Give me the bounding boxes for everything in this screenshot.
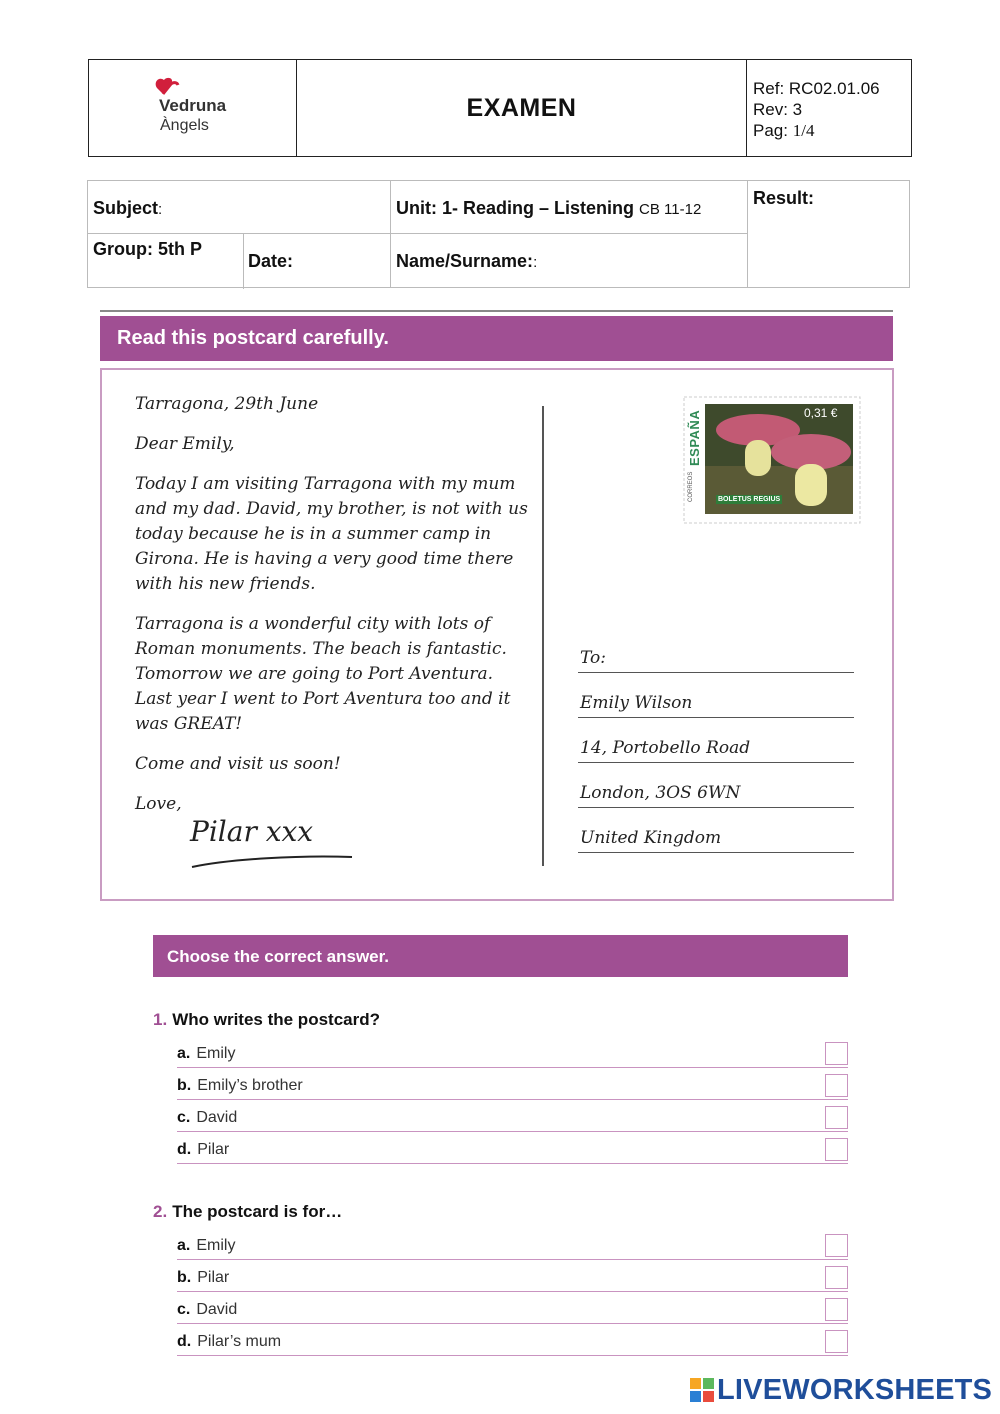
logo-cell <box>89 60 297 156</box>
question-text: The postcard is for… <box>172 1202 343 1221</box>
address-to-line: To: <box>578 648 854 673</box>
subject-field[interactable]: Subject: <box>93 198 163 218</box>
answer-option[interactable]: d. Pilar’s mum <box>177 1328 848 1356</box>
answer-option[interactable]: c. David <box>177 1296 848 1324</box>
letter-place-date: Tarragona, 29th June <box>135 394 319 414</box>
date-field[interactable] <box>248 251 293 272</box>
liveworksheets-brand[interactable] <box>690 1374 992 1407</box>
result-label: Result: <box>753 188 815 208</box>
question-2 <box>153 1202 342 1222</box>
answer-option[interactable]: d. Pilar <box>177 1136 848 1164</box>
group-label: Group: 5th P <box>93 239 202 259</box>
letter-paragraph-1: Today I am visiting Tarragona with my mum and my dad. David, my brother, is not with us today because he is in a summer camp in Girona. He is having a very good time there with his new friends. <box>135 474 528 594</box>
letter-paragraph-2: Tarragona is a wonderful city with lots of Roman monuments. The beach is fantastic. Tomorrow we are going to Port Aventura. Last year I went to Port Aventura too and it was GREAT! <box>135 614 511 734</box>
pag-label: Pag: <box>753 121 788 140</box>
postcard-letter <box>135 392 535 832</box>
signature-underline-icon <box>190 849 355 871</box>
name-label: Name/Surname: <box>396 251 534 271</box>
section-divider <box>100 310 893 312</box>
question-number: 1. <box>153 1010 168 1029</box>
address-name-line: Emily Wilson <box>578 693 854 718</box>
answer-checkbox[interactable] <box>825 1298 848 1321</box>
logo-subtitle: Àngels <box>160 117 209 134</box>
question-text: Who writes the postcard? <box>172 1010 380 1029</box>
subject-label: Subject <box>93 198 159 218</box>
unit-pages: CB 11-12 <box>639 201 702 218</box>
name-field[interactable]: Name/Surname:: <box>396 251 538 271</box>
page-title: EXAMEN <box>466 93 577 122</box>
title-cell <box>297 60 747 156</box>
liveworksheets-logo-icon <box>690 1378 714 1402</box>
answer-checkbox[interactable] <box>825 1042 848 1065</box>
brand-text: LIVEWORKSHEETS <box>717 1374 993 1406</box>
reference-cell <box>747 60 911 156</box>
question-number: 2. <box>153 1202 168 1221</box>
postcard-instruction-bar: Read this postcard carefully. <box>100 316 893 361</box>
answer-checkbox[interactable] <box>825 1074 848 1097</box>
answer-checkbox[interactable] <box>825 1266 848 1289</box>
letter-sign-off: Love, <box>135 794 182 814</box>
answer-checkbox[interactable] <box>825 1234 848 1257</box>
answer-option[interactable]: a. Emily <box>177 1040 848 1068</box>
answer-checkbox[interactable] <box>825 1330 848 1353</box>
letter-greeting: Dear Emily, <box>135 434 235 454</box>
address-city-line: London, 3OS 6WN <box>578 783 854 808</box>
answer-checkbox[interactable] <box>825 1106 848 1129</box>
stamp-caption: BOLETUS REGIUS <box>718 496 781 503</box>
exam-header <box>88 59 912 157</box>
pag-value: 1/4 <box>792 121 815 140</box>
page-indicator <box>753 120 911 141</box>
group-field <box>93 239 202 260</box>
postcard <box>100 368 894 901</box>
unit-label: Unit: 1- Reading – Listening <box>396 198 635 218</box>
letter-closing-line: Come and visit us soon! <box>135 754 341 774</box>
stamp-issuer: CORREOS <box>688 471 694 502</box>
date-label: Date: <box>248 251 294 271</box>
rev-label: Rev: 3 <box>753 100 803 119</box>
address-street-line: 14, Portobello Road <box>578 738 854 763</box>
address-country-line: United Kingdom <box>578 828 854 853</box>
letter-signature: Pilar xxx <box>190 815 313 848</box>
stamp-country: ESPAÑA <box>687 409 702 466</box>
stamp-value: 0,31 € <box>804 406 838 420</box>
result-field[interactable] <box>753 188 814 209</box>
answer-option[interactable]: c. David <box>177 1104 848 1132</box>
logo-name: Vedruna <box>159 96 227 115</box>
answer-option[interactable]: a. Emily <box>177 1232 848 1260</box>
answer-option[interactable]: b. Emily’s brother <box>177 1072 848 1100</box>
answer-option[interactable]: b. Pilar <box>177 1264 848 1292</box>
postcard-divider <box>542 406 544 866</box>
student-info-table <box>87 180 910 288</box>
question-1 <box>153 1010 380 1030</box>
answer-checkbox[interactable] <box>825 1138 848 1161</box>
unit-field <box>396 198 701 219</box>
ref-label: Ref: RC02.01.06 <box>753 79 880 98</box>
quiz-instruction-bar: Choose the correct answer. <box>153 935 848 977</box>
